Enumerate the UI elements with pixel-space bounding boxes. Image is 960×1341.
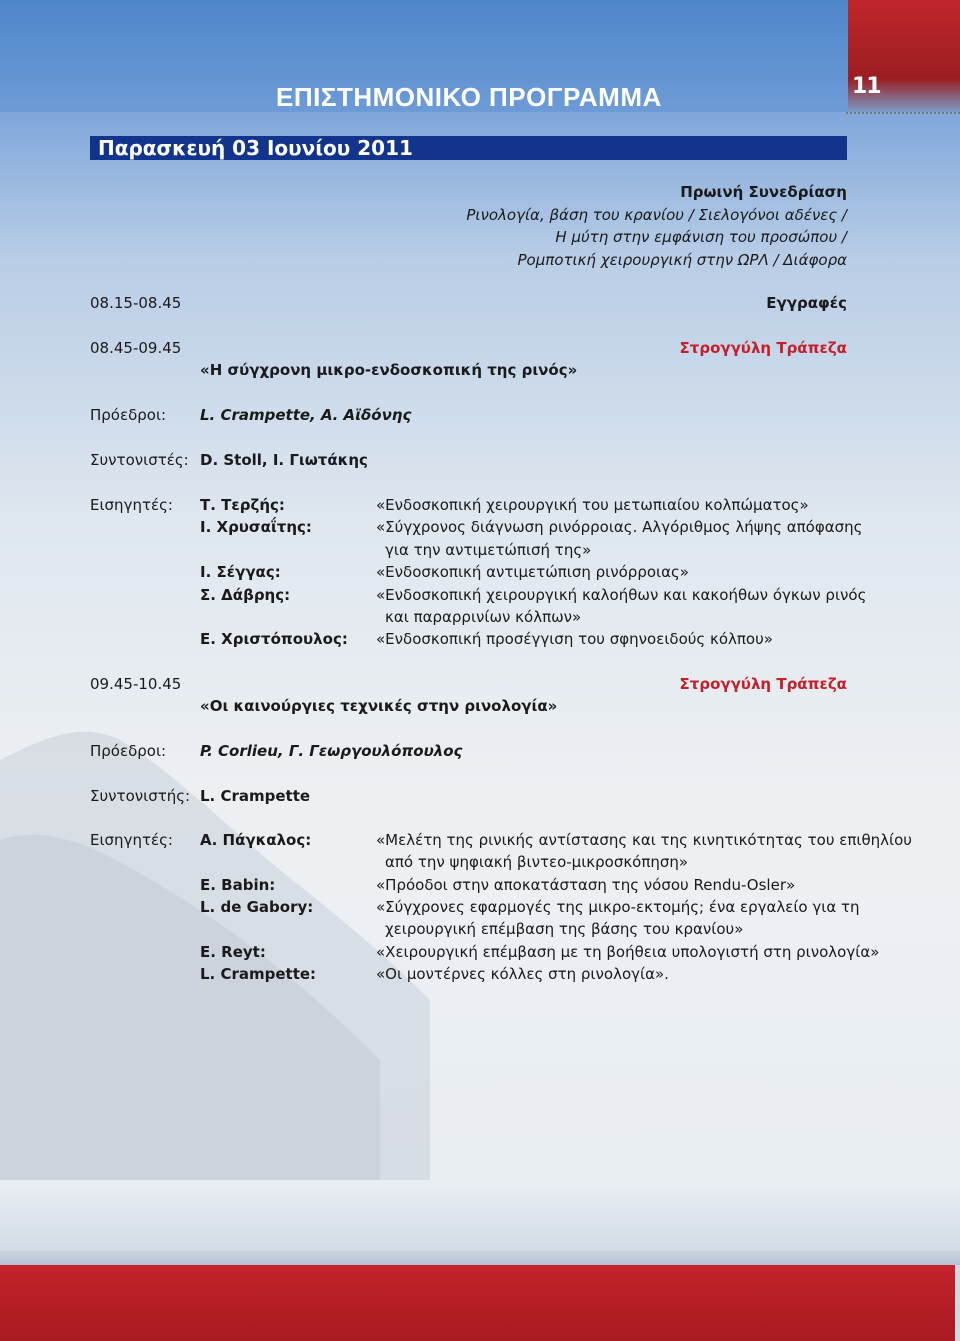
round-table-1-title: «Η σύγχρονη μικρο-ενδοσκοπική της ρινός» bbox=[200, 361, 578, 379]
round-table-2-time: 09.45-10.45 bbox=[90, 675, 182, 693]
round-table-2-type: Στρογγύλη Τράπεζα bbox=[679, 675, 847, 693]
talk-title: «Ενδοσκοπική χειρουργική καλοήθων και κακοήθων όγκων ρινός bbox=[376, 586, 867, 604]
speaker-name: Ι. Χρυσαΐτης: bbox=[200, 518, 312, 536]
session-heading: Πρωινή Συνεδρίαση bbox=[680, 183, 847, 201]
talk-title: «Ενδοσκοπική προσέγγιση του σφηνοειδούς κόλπου» bbox=[376, 630, 773, 648]
footer-gray-strip bbox=[0, 1251, 960, 1265]
round-table-1-time: 08.45-09.45 bbox=[90, 339, 182, 357]
speaker-name: Ε. Χριστόπουλος: bbox=[200, 630, 348, 648]
coordinator-name: L. Crampette bbox=[200, 787, 311, 805]
talk-title: «Ενδοσκοπική αντιμετώπιση ρινόρροιας» bbox=[376, 563, 689, 581]
talk-title: «Ενδοσκοπική χειρουργική του μετωπιαίου κολπώματος» bbox=[376, 496, 809, 514]
round-table-1-type: Στρογγύλη Τράπεζα bbox=[679, 339, 847, 357]
speakers-label: Εισηγητές: bbox=[90, 831, 173, 849]
registration-label: Εγγραφές bbox=[766, 294, 847, 312]
page-title: ΕΠΙΣΤΗΜΟΝΙΚΟ ΠΡΟΓΡΑΜΜΑ bbox=[276, 82, 662, 112]
round-table-2-title: «Οι καινούργιες τεχνικές στην ρινολογία» bbox=[200, 697, 558, 715]
talk-title: «Οι μοντέρνες κόλλες στη ρινολογία». bbox=[376, 965, 669, 983]
session-info bbox=[466, 181, 847, 271]
session-topic-line: Ρινολογία, βάση του κρανίου / Σιελογόνοι αδένες / bbox=[466, 205, 847, 224]
date-heading: Παρασκευή 03 Ιουνίου 2011 bbox=[90, 136, 847, 160]
page-number: 11 bbox=[852, 74, 881, 99]
coordinators-names: D. Stoll, Ι. Γιωτάκης bbox=[200, 451, 368, 469]
speaker-name: Σ. Δάβρης: bbox=[200, 586, 291, 604]
speaker-name: L. de Gabory: bbox=[200, 898, 314, 916]
registration-time: 08.15-08.45 bbox=[90, 294, 182, 312]
chairs-names: L. Crampette, Α. Αϊδόνης bbox=[200, 406, 412, 424]
talk-title-continued: για την αντιμετώπισή της» bbox=[385, 541, 592, 559]
chairs-label: Πρόεδροι: bbox=[90, 742, 167, 760]
chairs-names: P. Corlieu, Γ. Γεωργουλόπουλος bbox=[200, 742, 463, 760]
speaker-name: Α. Πάγκαλος: bbox=[200, 831, 312, 849]
speaker-name: L. Crampette: bbox=[200, 965, 317, 983]
talk-title-continued: χειρουργική επέμβαση της βάσης του κρανίου» bbox=[385, 920, 744, 938]
speakers-label: Εισηγητές: bbox=[90, 496, 173, 514]
page-tab-divider bbox=[846, 112, 960, 114]
talk-title: «Σύγχρονες εφαρμογές της μικρο-εκτομής; ένα εργαλείο για τη bbox=[376, 898, 860, 916]
coordinator-label: Συντονιστής: bbox=[90, 787, 191, 805]
session-topic-line: Ρομποτική χειρουργική στην ΩΡΛ / Διάφορα bbox=[517, 250, 847, 269]
talk-title: «Μελέτη της ρινικής αντίστασης και της κινητικότητας του επιθηλίου bbox=[376, 831, 912, 849]
chairs-label: Πρόεδροι: bbox=[90, 406, 167, 424]
talk-title: «Πρόοδοι στην αποκατάσταση της νόσου Rendu-Osler» bbox=[376, 876, 796, 894]
session-topic-line: Η μύτη στην εμφάνιση του προσώπου / bbox=[555, 228, 847, 246]
coordinators-label: Συντονιστές: bbox=[90, 451, 189, 469]
talk-title-continued: και παραρρινίων κόλπων» bbox=[385, 608, 582, 626]
footer-red-band bbox=[0, 1265, 955, 1341]
talk-title-continued: από την ψηφιακή βιντεο-μικροσκόπηση» bbox=[385, 853, 689, 871]
talk-title: «Χειρουργική επέμβαση με τη βοήθεια υπολογιστή στη ρινολογία» bbox=[376, 943, 880, 961]
speaker-name: E. Reyt: bbox=[200, 943, 266, 961]
speaker-name: E. Babin: bbox=[200, 876, 276, 894]
speaker-name: Τ. Τερζής: bbox=[200, 496, 285, 514]
talk-title: «Σύγχρονος διάγνωση ρινόρροιας. Αλγόριθμος λήψης απόφασης bbox=[376, 518, 863, 536]
speaker-name: Ι. Σέγγας: bbox=[200, 563, 281, 581]
